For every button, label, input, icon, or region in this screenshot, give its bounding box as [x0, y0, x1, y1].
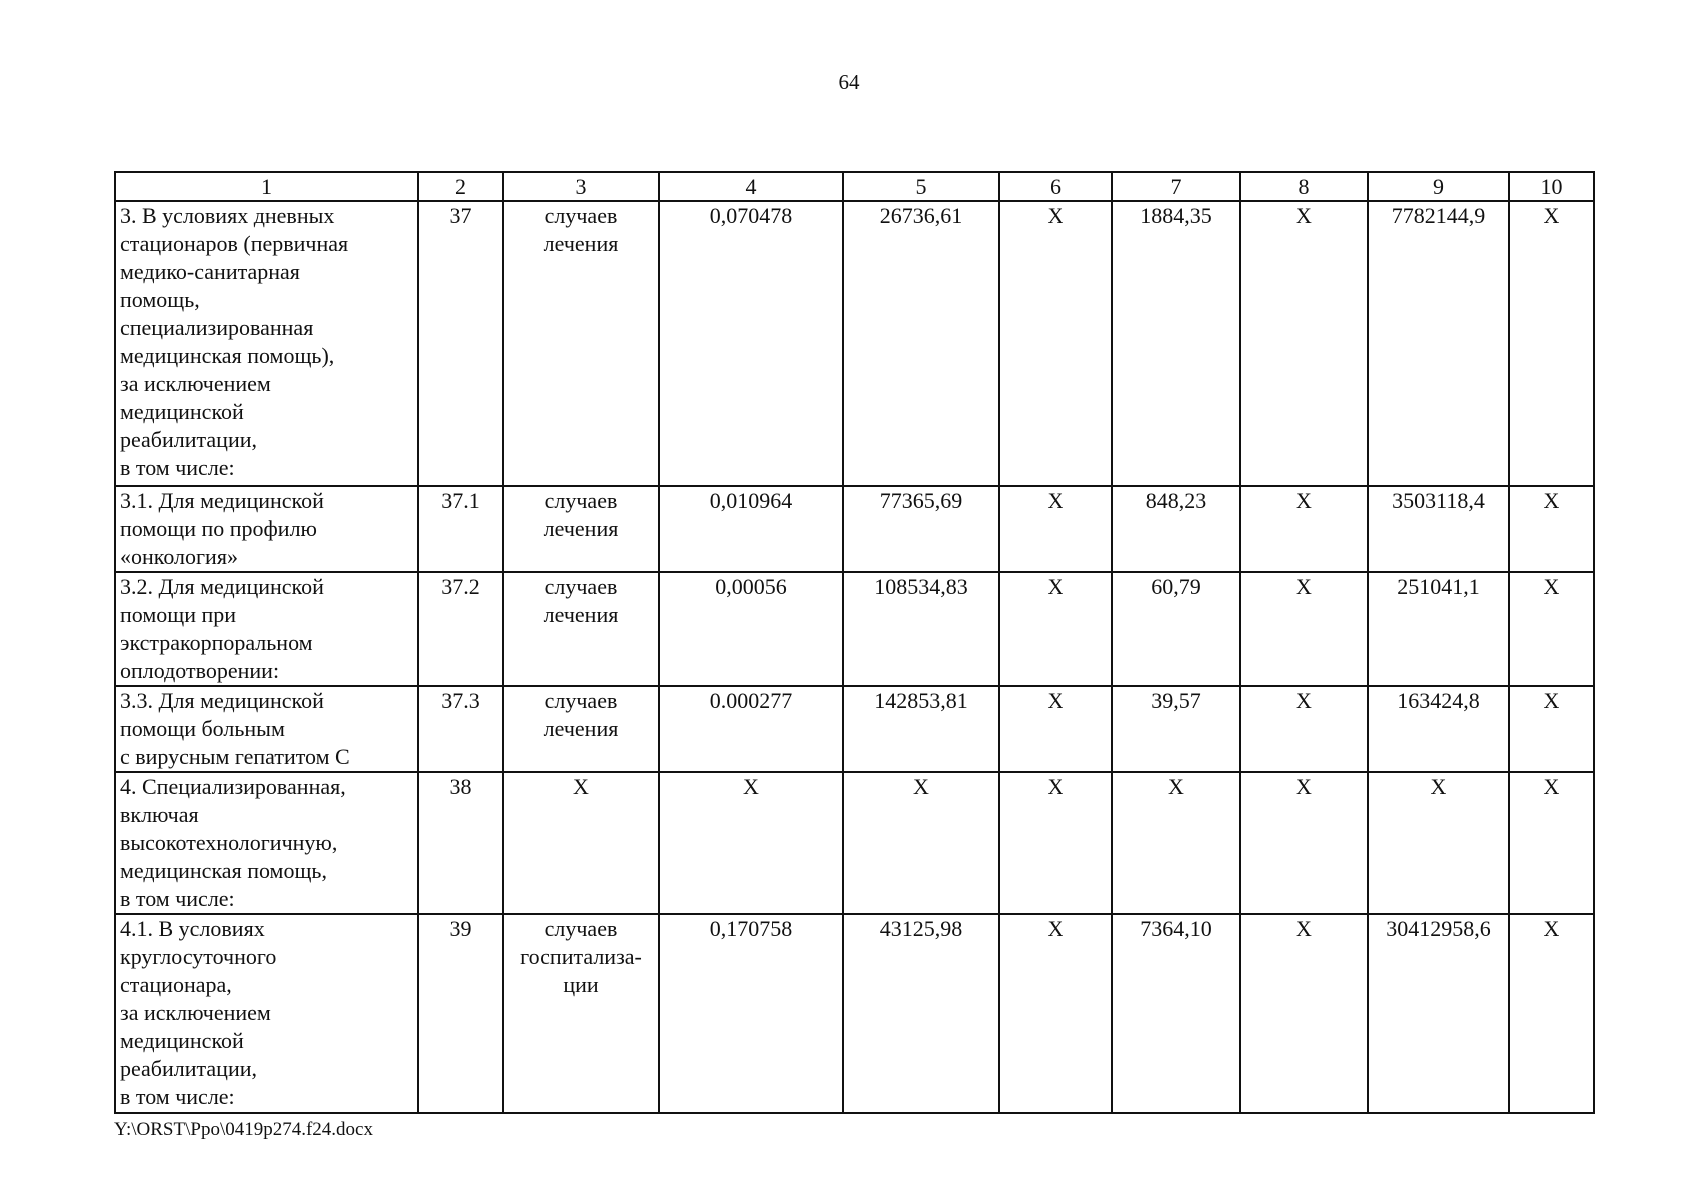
row-col5-cell: 77365,69 [843, 486, 999, 572]
row-code-cell: 37 [418, 201, 503, 486]
row-col8-cell: X [1240, 914, 1368, 1113]
row-col9-cell: 163424,8 [1368, 686, 1509, 772]
row-col8-cell: X [1240, 572, 1368, 686]
table-row [115, 486, 1594, 572]
row-col6-cell: X [999, 572, 1112, 686]
column-header: 1 [115, 172, 418, 201]
column-header: 6 [999, 172, 1112, 201]
row-name-cell: 4.1. В условиях круглосуточного стационара, за исключением медицинской реабилитации, в том числе: [115, 914, 418, 1113]
row-col10-cell: X [1509, 772, 1594, 914]
row-code-cell: 37.2 [418, 572, 503, 686]
row-unit-cell: случаев лечения [503, 201, 659, 486]
row-col8-cell: X [1240, 486, 1368, 572]
row-unit-cell: случаев госпитализа- ции [503, 914, 659, 1113]
row-name-cell: 4. Специализированная, включая высокотехнологичную, медицинская помощь, в том числе: [115, 772, 418, 914]
table-row [115, 914, 1594, 1113]
row-col10-cell: X [1509, 686, 1594, 772]
row-col6-cell: X [999, 201, 1112, 486]
row-col7-cell: 39,57 [1112, 686, 1240, 772]
table-row [115, 772, 1594, 914]
row-col5-cell: 108534,83 [843, 572, 999, 686]
row-unit-cell: случаев лечения [503, 572, 659, 686]
row-col6-cell: X [999, 772, 1112, 914]
row-col9-cell: 30412958,6 [1368, 914, 1509, 1113]
row-col9-cell: 3503118,4 [1368, 486, 1509, 572]
row-col5-cell: 43125,98 [843, 914, 999, 1113]
row-col9-cell: X [1368, 772, 1509, 914]
row-col4-cell: X [659, 772, 843, 914]
row-col10-cell: X [1509, 914, 1594, 1113]
row-col7-cell: 60,79 [1112, 572, 1240, 686]
row-col8-cell: X [1240, 201, 1368, 486]
row-unit-cell: X [503, 772, 659, 914]
row-col4-cell: 0,010964 [659, 486, 843, 572]
table-row [115, 686, 1594, 772]
row-name-cell: 3.1. Для медицинской помощи по профилю «онкология» [115, 486, 418, 572]
row-unit-cell: случаев лечения [503, 486, 659, 572]
row-name-cell: 3. В условиях дневных стационаров (первичная медико-санитарная помощь, специализированная медицинская помощь), за исключением медицинской реабилитации, в том числе: [115, 201, 418, 486]
column-header: 3 [503, 172, 659, 201]
row-name-cell: 3.3. Для медицинской помощи больным с вирусным гепатитом С [115, 686, 418, 772]
footer-file-path: Y:\ORST\Ppo\0419p274.f24.docx [114, 1119, 373, 1140]
column-header: 4 [659, 172, 843, 201]
header-row [115, 172, 1594, 201]
row-unit-cell: случаев лечения [503, 686, 659, 772]
row-col9-cell: 7782144,9 [1368, 201, 1509, 486]
column-header: 9 [1368, 172, 1509, 201]
row-col7-cell: X [1112, 772, 1240, 914]
row-col7-cell: 1884,35 [1112, 201, 1240, 486]
row-col6-cell: X [999, 686, 1112, 772]
row-col7-cell: 7364,10 [1112, 914, 1240, 1113]
table-row [115, 572, 1594, 686]
column-header: 8 [1240, 172, 1368, 201]
column-header: 2 [418, 172, 503, 201]
row-col4-cell: 0,170758 [659, 914, 843, 1113]
page-number: 64 [838, 70, 860, 94]
row-col8-cell: X [1240, 772, 1368, 914]
row-col7-cell: 848,23 [1112, 486, 1240, 572]
column-header: 7 [1112, 172, 1240, 201]
row-col10-cell: X [1509, 572, 1594, 686]
row-col4-cell: 0.000277 [659, 686, 843, 772]
row-code-cell: 39 [418, 914, 503, 1113]
row-col4-cell: 0,00056 [659, 572, 843, 686]
row-code-cell: 37.3 [418, 686, 503, 772]
row-col6-cell: X [999, 486, 1112, 572]
row-col10-cell: X [1509, 486, 1594, 572]
row-col4-cell: 0,070478 [659, 201, 843, 486]
row-col5-cell: 26736,61 [843, 201, 999, 486]
row-col8-cell: X [1240, 686, 1368, 772]
row-code-cell: 37.1 [418, 486, 503, 572]
row-col10-cell: X [1509, 201, 1594, 486]
row-code-cell: 38 [418, 772, 503, 914]
data-table [114, 171, 1595, 1114]
column-header: 10 [1509, 172, 1594, 201]
row-col5-cell: X [843, 772, 999, 914]
row-col6-cell: X [999, 914, 1112, 1113]
row-col5-cell: 142853,81 [843, 686, 999, 772]
row-col9-cell: 251041,1 [1368, 572, 1509, 686]
table-row [115, 201, 1594, 486]
row-name-cell: 3.2. Для медицинской помощи при экстракорпоральном оплодотворении: [115, 572, 418, 686]
column-header: 5 [843, 172, 999, 201]
